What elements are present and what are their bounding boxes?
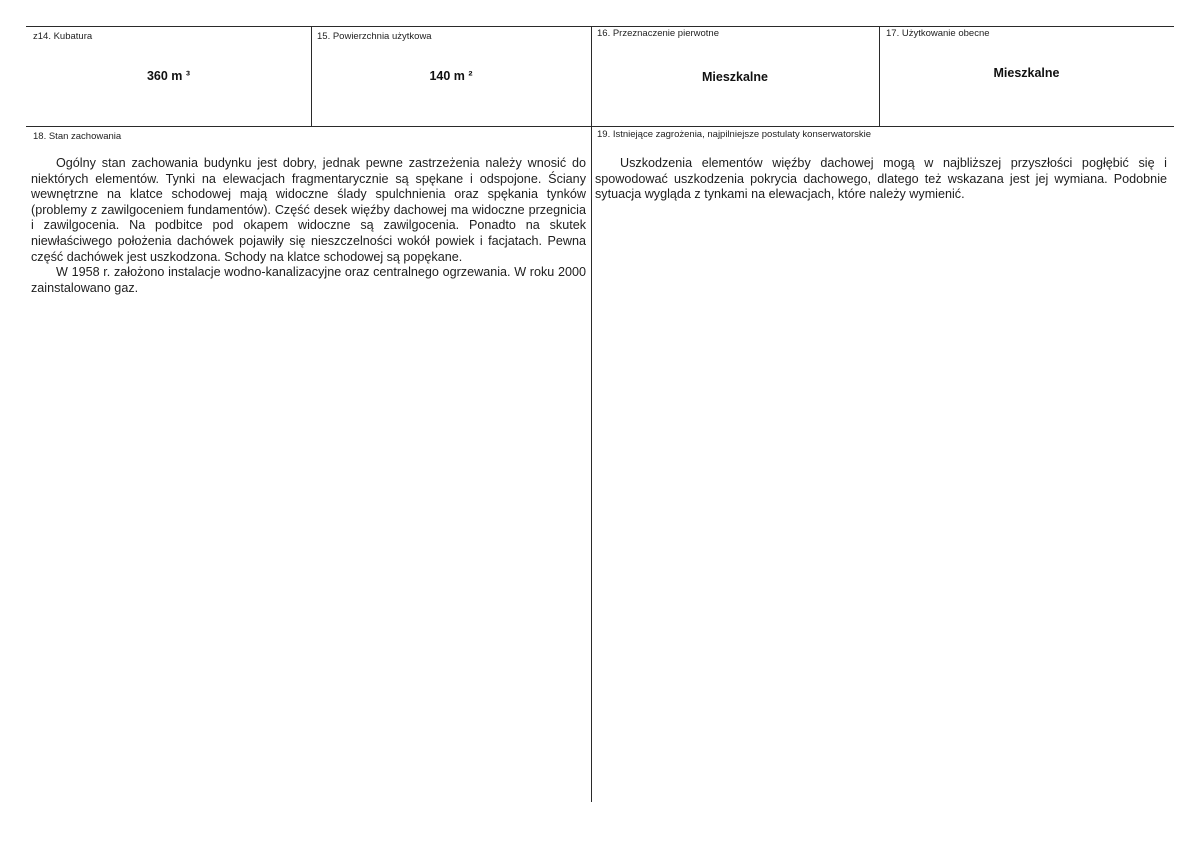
- powierzchnia-label: 15. Powierzchnia użytkowa: [317, 31, 432, 42]
- stan-paragraph: W 1958 r. założono instalacje wodno-kanalizacyjne oraz centralnego ogrzewania. W roku 2000 zainstalowano gaz.: [31, 265, 586, 295]
- divider-main: [591, 26, 592, 802]
- kubatura-label: z14. Kubatura: [33, 31, 93, 42]
- top-border: [26, 26, 1174, 27]
- kubatura-value: 360 m ³: [146, 69, 191, 83]
- powierzchnia-value: 140 m ²: [429, 69, 473, 83]
- stan-text: [31, 156, 586, 296]
- row-divider: [26, 126, 1174, 127]
- zagrozenia-paragraph: Uszkodzenia elementów więźby dachowej mogą w najbliższej przyszłości pogłębić się i spowodować uszkodzenia pokrycia dachowego, dlatego też wskazana jest jej wymiana. Podobnie sytuacja wygląda z tynkami na elewacjach, które należy wymienić.: [595, 156, 1167, 202]
- uzytkowanie-value: Mieszkalne: [993, 66, 1060, 80]
- zagrozenia-label: 19. Istniejące zagrożenia, najpilniejsze postulaty konserwatorskie: [597, 129, 872, 140]
- zagrozenia-text: [595, 156, 1167, 203]
- uzytkowanie-label: 17. Użytkowanie obecne: [886, 28, 990, 39]
- stan-paragraph: Ogólny stan zachowania budynku jest dobry, jednak pewne zastrzeżenia należy wnosić do niektórych elementów. Tynki na elewacjach fragmentarycznie są spękane i odspojone. Ściany wewnętrzne na klatce schodowej mają widoczne ślady spulchnienia oraz spękania tynków (problemy z zawilgoceniem fundamentów). Część desek więźby dachowej ma widoczne przegnicia i zawilgocenia. Na podbitce pod okapem widoczne są zawilgocenia. Ponadto na skutek niewłaściwego położenia dachówek pojawiły się nieszczelności wokół powiek i facjatach. Pewna część dachówek jest uszkodzona. Schody na klatce schodowej są popękane.: [31, 156, 586, 264]
- przeznaczenie-value: Mieszkalne: [701, 70, 768, 84]
- przeznaczenie-label: 16. Przeznaczenie pierwotne: [597, 28, 719, 39]
- stan-label: 18. Stan zachowania: [33, 131, 122, 142]
